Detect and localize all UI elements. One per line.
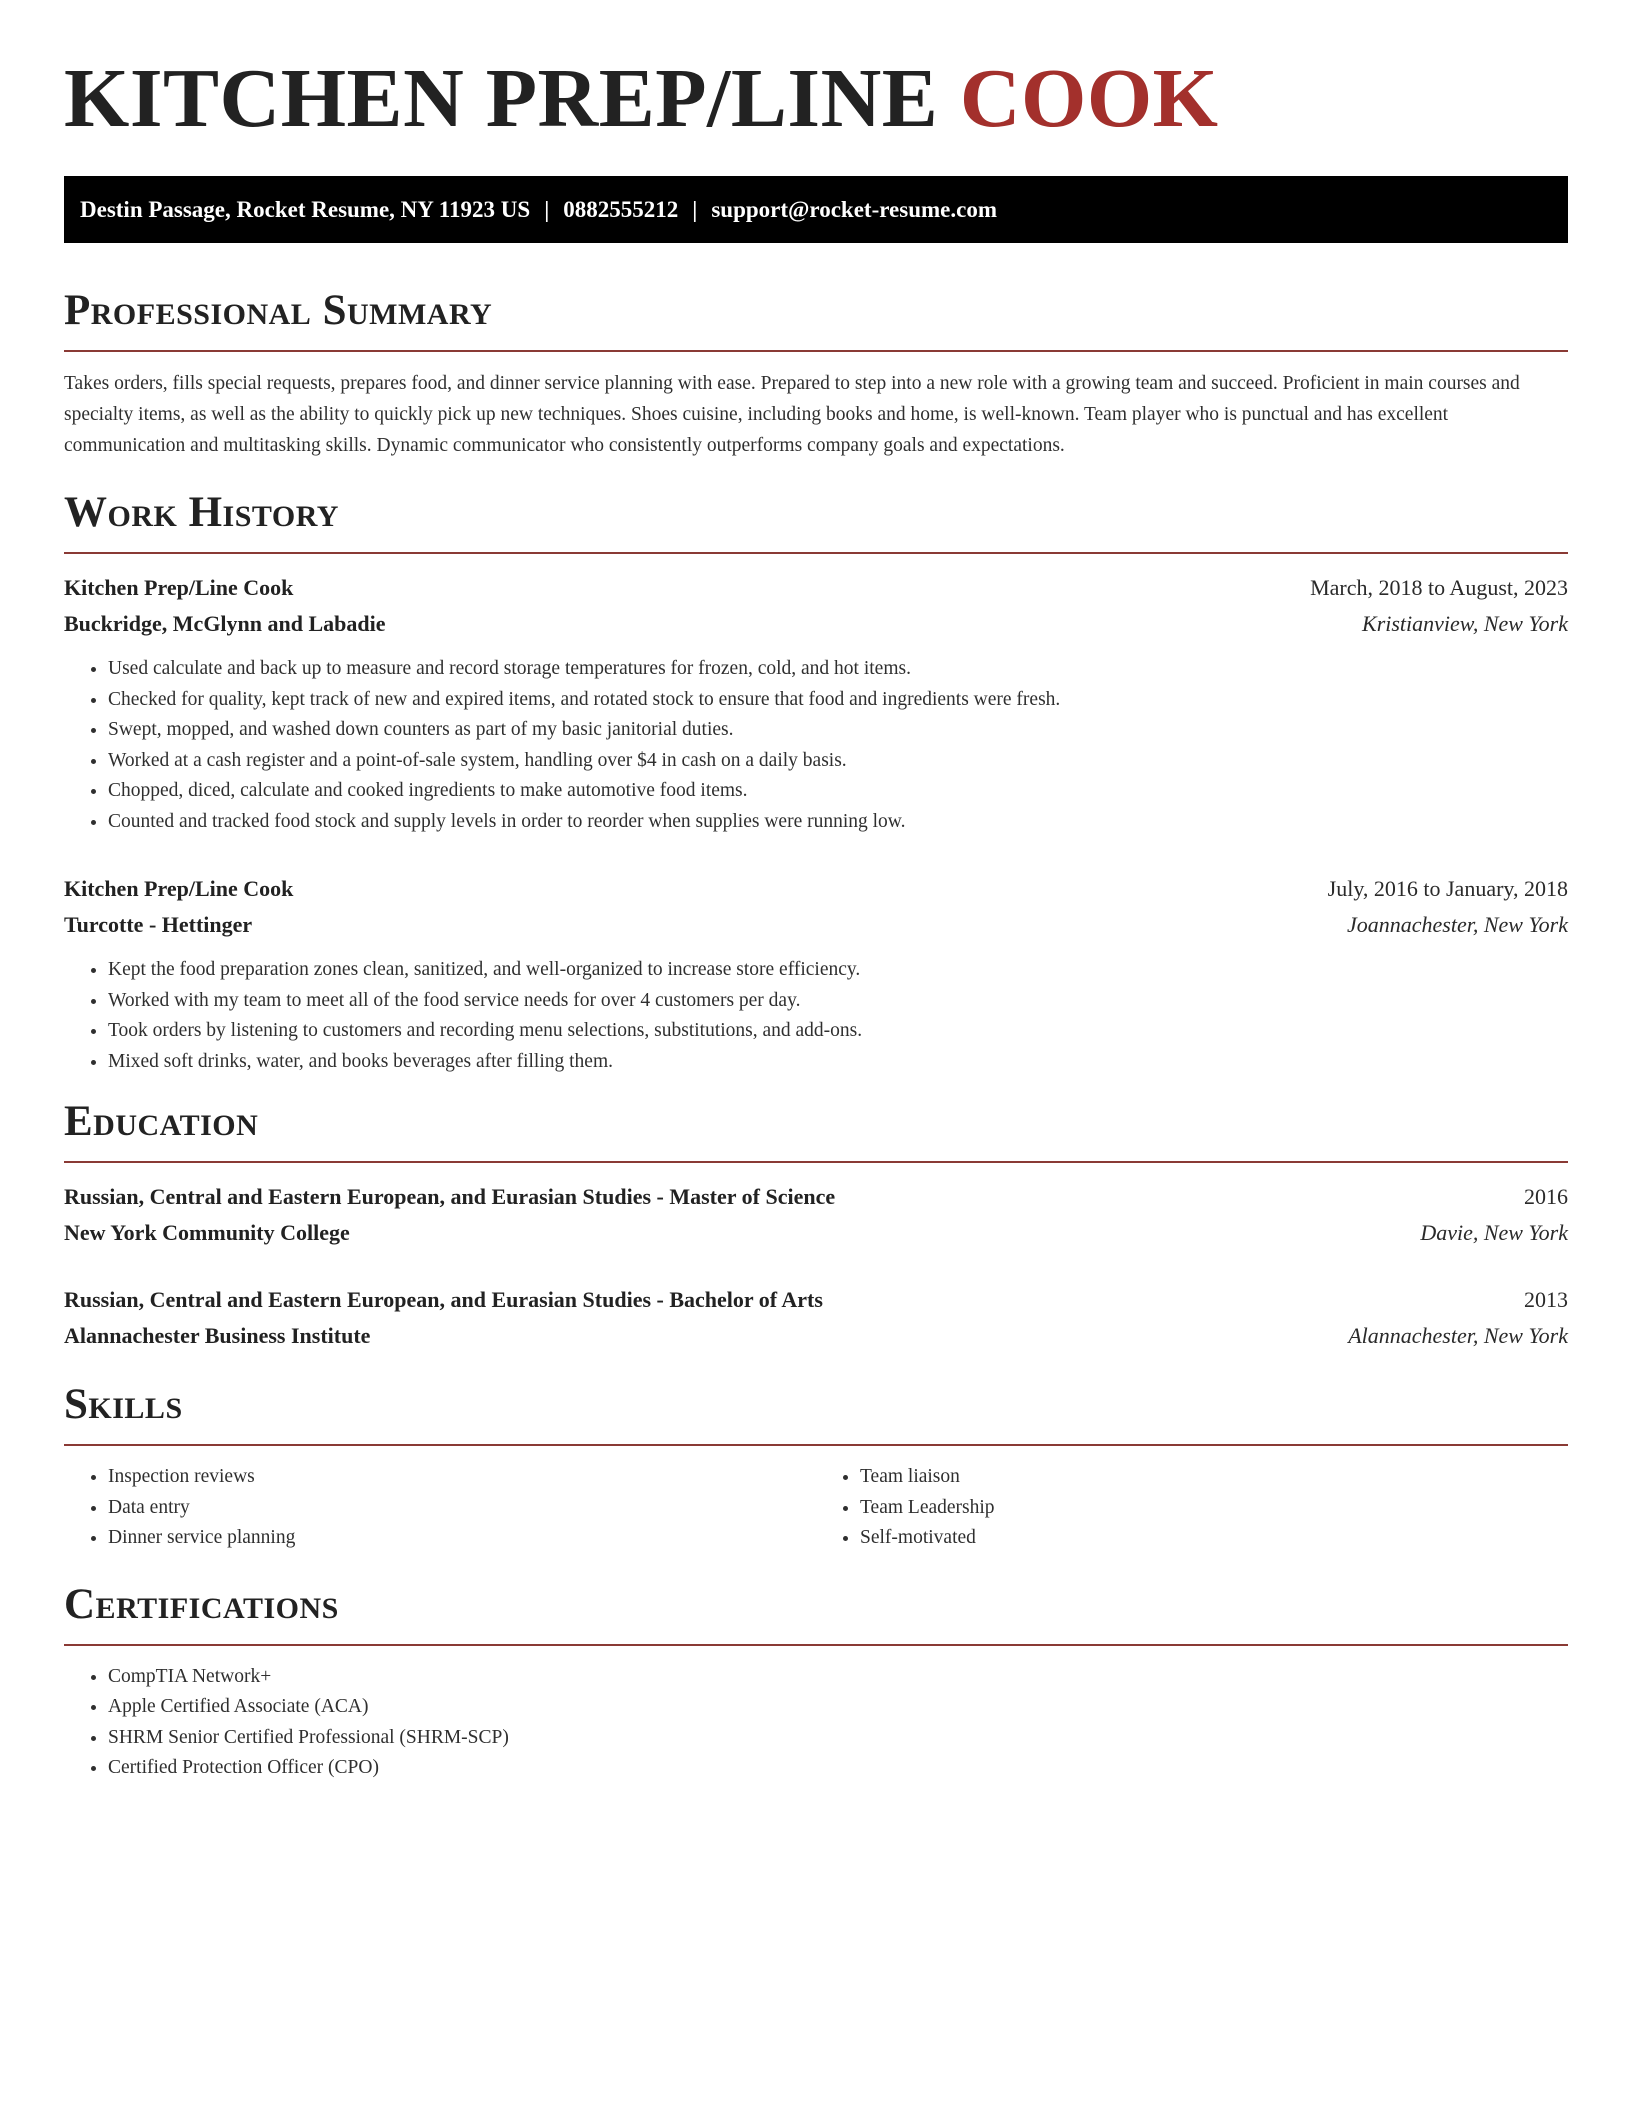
education-degree-row bbox=[64, 1282, 1568, 1318]
list-item: • Kept the food preparation zones clean, sanitized, and well-organized to increase store efficiency. bbox=[108, 955, 1568, 986]
work-history-section bbox=[64, 488, 1568, 1077]
contact-email: support@rocket-resume.com bbox=[711, 197, 997, 222]
section-divider bbox=[64, 552, 1568, 554]
education-school-row bbox=[64, 1318, 1568, 1354]
list-item: • Certified Protection Officer (CPO) bbox=[108, 1753, 1568, 1784]
job-dates: March, 2018 to August, 2023 bbox=[1310, 575, 1568, 600]
list-item: • Worked at a cash register and a point-of-sale system, handling over $4 in cash on a daily basis. bbox=[108, 746, 1568, 777]
education-degree-row bbox=[64, 1179, 1568, 1215]
contact-bar bbox=[64, 176, 1568, 243]
education-school: Alannachester Business Institute bbox=[64, 1323, 371, 1348]
job-title: Kitchen Prep/Line Cook bbox=[64, 876, 294, 901]
list-item: • Used calculate and back up to measure and record storage temperatures for frozen, cold, and hot items. bbox=[108, 654, 1568, 685]
list-item: • Swept, mopped, and washed down counters as part of my basic janitorial duties. bbox=[108, 715, 1568, 746]
job-header-row bbox=[64, 570, 1568, 606]
contact-phone: 0882555212 bbox=[563, 197, 679, 222]
job-company-row bbox=[64, 907, 1568, 943]
list-item: • Data entry bbox=[108, 1493, 816, 1524]
list-item: • Team Leadership bbox=[860, 1493, 1568, 1524]
list-item: • CompTIA Network+ bbox=[108, 1662, 1568, 1693]
education-section bbox=[64, 1097, 1568, 1354]
job-company-row bbox=[64, 606, 1568, 642]
certifications-heading: Certifications bbox=[64, 1580, 339, 1628]
list-item: • Counted and tracked food stock and supply levels in order to reorder when supplies were running low. bbox=[108, 807, 1568, 838]
education-heading: Education bbox=[64, 1098, 259, 1145]
education-entry bbox=[64, 1179, 1568, 1251]
job-location: Kristianview, New York bbox=[1362, 611, 1568, 636]
job-company: Buckridge, McGlynn and Labadie bbox=[64, 611, 386, 636]
skills-heading: Skills bbox=[64, 1381, 183, 1428]
job-company: Turcotte - Hettinger bbox=[64, 912, 253, 937]
summary-section bbox=[64, 286, 1568, 461]
certifications-section bbox=[64, 1580, 1568, 1784]
summary-heading: Professional Summary bbox=[64, 287, 493, 334]
title-accent: COOK bbox=[959, 52, 1219, 145]
section-divider bbox=[64, 350, 1568, 352]
list-item: • Team liaison bbox=[860, 1462, 1568, 1493]
job-dates: July, 2016 to January, 2018 bbox=[1327, 876, 1568, 901]
section-divider bbox=[64, 1444, 1568, 1446]
list-item: • Worked with my team to meet all of the food service needs for over 4 customers per day. bbox=[108, 986, 1568, 1017]
skills-grid bbox=[64, 1462, 1568, 1554]
resume-page bbox=[64, 0, 1568, 1784]
education-school-row bbox=[64, 1215, 1568, 1251]
skills-section bbox=[64, 1380, 1568, 1554]
list-item: • Mixed soft drinks, water, and books beverages after filling them. bbox=[108, 1047, 1568, 1078]
job-bullets bbox=[64, 654, 1568, 837]
list-item: • Inspection reviews bbox=[108, 1462, 816, 1493]
job-header-row bbox=[64, 871, 1568, 907]
list-item: • Took orders by listening to customers and recording menu selections, substitutions, and add-ons. bbox=[108, 1016, 1568, 1047]
contact-separator: | bbox=[692, 197, 698, 222]
list-item: • Self-motivated bbox=[860, 1523, 1568, 1554]
job-entry bbox=[64, 871, 1568, 1077]
work-history-heading: Work History bbox=[64, 489, 339, 536]
list-item: • SHRM Senior Certified Professional (SHRM-SCP) bbox=[108, 1723, 1568, 1754]
education-year: 2013 bbox=[1524, 1287, 1568, 1312]
job-location: Joannachester, New York bbox=[1346, 912, 1568, 937]
education-school: New York Community College bbox=[64, 1220, 350, 1245]
job-entry bbox=[64, 570, 1568, 837]
education-year: 2016 bbox=[1524, 1184, 1568, 1209]
list-item: • Dinner service planning bbox=[108, 1523, 816, 1554]
title-main: KITCHEN PREP/LINE bbox=[64, 52, 960, 145]
section-divider bbox=[64, 1161, 1568, 1163]
education-entry bbox=[64, 1282, 1568, 1354]
job-title: Kitchen Prep/Line Cook bbox=[64, 575, 294, 600]
certifications-list bbox=[64, 1662, 1568, 1784]
education-degree: Russian, Central and Eastern European, and Eurasian Studies - Bachelor of Arts bbox=[64, 1287, 823, 1312]
contact-separator: | bbox=[544, 197, 550, 222]
contact-address: Destin Passage, Rocket Resume, NY 11923 US bbox=[80, 197, 531, 222]
education-degree: Russian, Central and Eastern European, and Eurasian Studies - Master of Science bbox=[64, 1184, 836, 1209]
summary-text: Takes orders, fills special requests, prepares food, and dinner service planning with ease. Prepared to step into a new role with a growing team and succeed. Proficient in main courses and specialty items, as well as the ability to quickly pick up new techniques. Shoes cuisine, including books and home, is well-known. Team player who is punctual and has excellent communication and multitasking skills. Dynamic communicator who consistently outperforms company goals and expectations. bbox=[64, 373, 1520, 456]
list-item: • Checked for quality, kept track of new and expired items, and rotated stock to ensure that food and ingredients were fresh. bbox=[108, 685, 1568, 716]
job-bullets bbox=[64, 955, 1568, 1077]
education-location: Alannachester, New York bbox=[1348, 1323, 1568, 1348]
skills-list-right bbox=[816, 1462, 1568, 1554]
resume-title bbox=[64, 0, 1568, 143]
education-location: Davie, New York bbox=[1420, 1220, 1568, 1245]
list-item: • Apple Certified Associate (ACA) bbox=[108, 1692, 1568, 1723]
section-divider bbox=[64, 1644, 1568, 1646]
list-item: • Chopped, diced, calculate and cooked ingredients to make automotive food items. bbox=[108, 776, 1568, 807]
skills-list-left bbox=[64, 1462, 816, 1554]
